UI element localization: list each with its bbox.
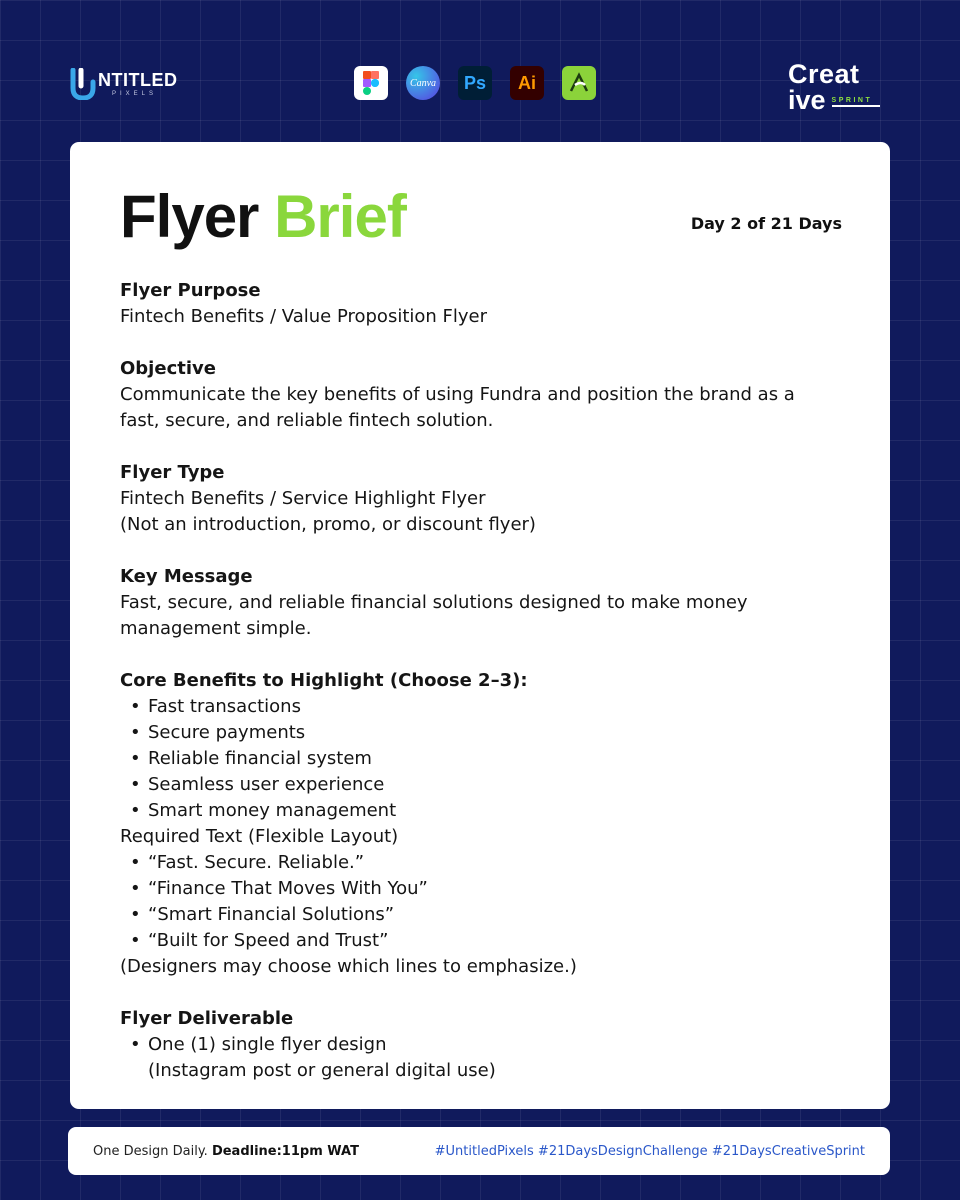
type-heading: Flyer Type bbox=[120, 462, 225, 483]
message-line-1: Fast, secure, and reliable financial solutions designed to make money bbox=[120, 592, 748, 613]
objective-line-2: fast, secure, and reliable fintech solution. bbox=[120, 410, 494, 431]
footer-bar bbox=[68, 1127, 890, 1175]
title-brief: Brief bbox=[274, 183, 406, 250]
deliverable-heading: Flyer Deliverable bbox=[120, 1008, 294, 1029]
section-benefits bbox=[120, 668, 850, 980]
purpose-heading: Flyer Purpose bbox=[120, 280, 261, 301]
section-purpose bbox=[120, 278, 850, 330]
section-type bbox=[120, 460, 850, 538]
footer-tagline: One Design Daily. bbox=[93, 1143, 208, 1159]
footer-deadline: Deadline:11pm WAT bbox=[211, 1143, 359, 1159]
creative-logo-line1: Creat bbox=[788, 59, 860, 89]
footer-hashtags: #UntitledPixels #21DaysDesignChallenge #21DaysCreativeSprint bbox=[434, 1143, 865, 1159]
required-text-list bbox=[120, 850, 850, 954]
creative-logo-line2: ive bbox=[788, 84, 826, 115]
benefits-heading: Core Benefits to Highlight (Choose 2–3): bbox=[120, 670, 528, 691]
list-item: • Fast transactions bbox=[120, 694, 850, 720]
untitled-pixels-logo bbox=[70, 68, 178, 100]
brand-subtitle: PIXELS bbox=[112, 91, 158, 97]
objective-heading: Objective bbox=[120, 358, 216, 379]
list-item: • “Fast. Secure. Reliable.” bbox=[120, 850, 850, 876]
brief-content bbox=[120, 278, 850, 1110]
required-text-label: Required Text (Flexible Layout) bbox=[120, 826, 399, 847]
list-item: • “Smart Financial Solutions” bbox=[120, 902, 850, 928]
sprint-label: SPRINT bbox=[832, 98, 880, 108]
day-counter: Day 2 of 21 Days bbox=[690, 214, 842, 233]
figma-icon bbox=[354, 66, 388, 100]
title-flyer: Flyer bbox=[120, 183, 259, 250]
design-tools-row bbox=[354, 66, 596, 100]
benefits-note: (Designers may choose which lines to emphasize.) bbox=[120, 956, 577, 977]
deliverable-continuation: (Instagram post or general digital use) bbox=[148, 1060, 496, 1081]
list-item: • “Finance That Moves With You” bbox=[120, 876, 850, 902]
creative-sprint-logo bbox=[788, 59, 880, 115]
objective-line-1: Communicate the key benefits of using Fundra and position the brand as a bbox=[120, 384, 795, 405]
brand-name: NTITLED bbox=[98, 70, 178, 90]
message-heading: Key Message bbox=[120, 566, 253, 587]
list-item: • Reliable financial system bbox=[120, 746, 850, 772]
list-item: • “Built for Speed and Trust” bbox=[120, 928, 850, 954]
photoshop-icon: Ps bbox=[458, 66, 492, 100]
list-item: • Smart money management bbox=[120, 798, 850, 824]
page-title bbox=[120, 184, 406, 250]
list-item: • Secure payments bbox=[120, 720, 850, 746]
list-item: • Seamless user experience bbox=[120, 772, 850, 798]
brief-card bbox=[70, 142, 890, 1109]
canva-icon: Canva bbox=[406, 66, 440, 100]
purpose-text: Fintech Benefits / Value Proposition Flyer bbox=[120, 306, 488, 327]
list-item: • One (1) single flyer design bbox=[120, 1032, 850, 1058]
footer-left bbox=[93, 1144, 359, 1159]
section-objective bbox=[120, 356, 850, 434]
illustrator-icon: Ai bbox=[510, 66, 544, 100]
u-logo-icon bbox=[70, 68, 96, 100]
deliverable-list bbox=[120, 1032, 850, 1058]
message-line-2: management simple. bbox=[120, 618, 312, 639]
type-line-1: Fintech Benefits / Service Highlight Flyer bbox=[120, 488, 486, 509]
type-line-2: (Not an introduction, promo, or discount flyer) bbox=[120, 514, 536, 535]
benefits-list bbox=[120, 694, 850, 824]
affinity-icon bbox=[562, 66, 596, 100]
section-deliverable bbox=[120, 1006, 850, 1084]
section-key-message bbox=[120, 564, 850, 642]
